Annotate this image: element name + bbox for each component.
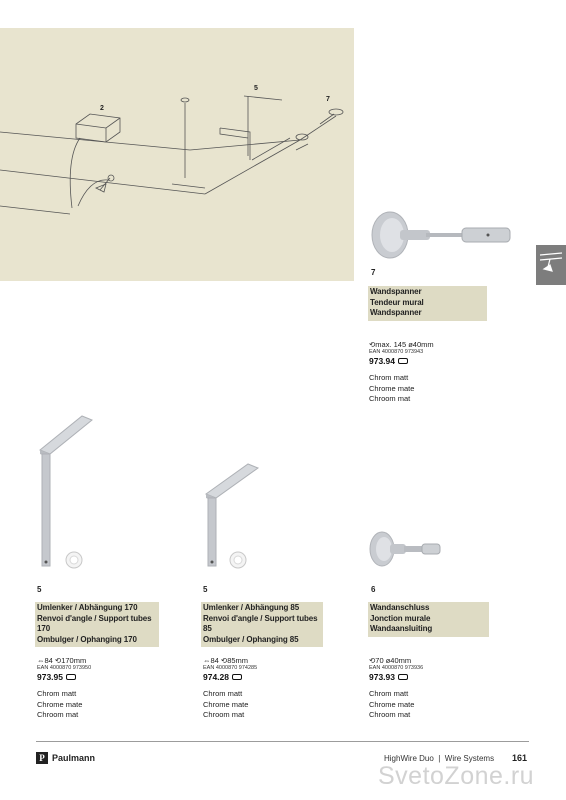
lamp-symbol-icon xyxy=(232,674,242,680)
finish-fr: Chrome mate xyxy=(37,699,83,709)
product-name-nl: Ombulger / Ophanging 170 xyxy=(37,634,137,644)
product-ean: EAN 4000870 973950 xyxy=(37,665,92,671)
wire-lamp-icon xyxy=(536,245,566,285)
finish-de: Chrom matt xyxy=(37,689,77,698)
brand-name: Paulmann xyxy=(52,753,96,763)
support-tube-85-image xyxy=(202,460,272,575)
lamp-symbol-icon xyxy=(398,358,408,364)
callout-5: 5 xyxy=(254,85,258,92)
product-name-de: Wandspanner xyxy=(370,287,422,296)
product-ean: EAN 4000870 974285 xyxy=(203,665,258,671)
finish-nl: Chroom mat xyxy=(369,710,411,719)
support-tube-170-image xyxy=(34,410,104,575)
product-name-fr: Renvoi d'angle / Support tubes 170 xyxy=(37,613,152,633)
section-tab xyxy=(536,245,566,285)
product-name-fr: Tendeur mural xyxy=(370,297,424,307)
product-number: 5 xyxy=(37,585,42,594)
product-name-nl: Wandaansluiting xyxy=(370,624,433,633)
product-name-fr: Jonction murale xyxy=(370,613,431,623)
article-number-text: 973.94 xyxy=(369,356,395,366)
product-dimensions: ⇔84 ⟲85mm xyxy=(203,656,249,665)
product-number: 7 xyxy=(371,268,376,277)
brand-logo xyxy=(36,752,95,764)
article-number-text: 973.95 xyxy=(37,672,63,682)
finish-de: Chrom matt xyxy=(369,373,409,382)
product-article-number xyxy=(37,672,76,682)
finish-fr: Chrome mate xyxy=(203,699,249,709)
lamp-symbol-icon xyxy=(398,674,408,680)
page-number: 161 xyxy=(512,753,528,763)
wall-tensioner-image xyxy=(370,205,515,265)
finish-de: Chrom matt xyxy=(203,689,243,698)
callout-2: 2 xyxy=(100,105,104,112)
finish-nl: Chroom mat xyxy=(37,710,79,719)
wire-system-drawing xyxy=(0,28,354,281)
product-name-de: Wandanschluss xyxy=(370,603,430,612)
product-ean: EAN 4000870 973936 xyxy=(369,665,424,671)
product-dimensions: ⇔84 ⟲170mm xyxy=(37,656,87,665)
finish-nl: Chroom mat xyxy=(369,394,411,403)
footer-section: HighWire Duo | Wire Systems xyxy=(384,754,495,763)
lamp-symbol-icon xyxy=(66,674,76,680)
product-article-number xyxy=(369,356,408,366)
product-title-box xyxy=(368,286,487,321)
finish-de: Chrom matt xyxy=(369,689,409,698)
footer-divider xyxy=(36,741,529,742)
product-ean: EAN 4000870 973943 xyxy=(369,349,424,355)
finish-fr: Chrome mate xyxy=(369,699,415,709)
product-title-box xyxy=(368,602,489,637)
product-number: 6 xyxy=(371,585,376,594)
product-name-de: Umlenker / Abhängung 85 xyxy=(203,603,300,612)
article-number-text: 974.28 xyxy=(203,672,229,682)
product-article-number xyxy=(369,672,408,682)
paulmann-logo-icon: P xyxy=(36,752,48,764)
product-name-fr: Renvoi d'angle / Support tubes 85 xyxy=(203,613,318,633)
product-finishes xyxy=(369,373,414,405)
product-finishes xyxy=(37,689,82,721)
callout-7: 7 xyxy=(326,96,330,103)
product-finishes xyxy=(369,689,414,721)
product-name-de: Umlenker / Abhängung 170 xyxy=(37,603,138,612)
wall-connection-image xyxy=(368,525,448,575)
product-dimensions: ⟲max. 145 ø40mm xyxy=(369,340,434,349)
watermark: SvetoZone.ru xyxy=(378,762,535,790)
finish-fr: Chrome mate xyxy=(369,383,415,393)
product-number: 5 xyxy=(203,585,208,594)
article-number-text: 973.93 xyxy=(369,672,395,682)
product-title-box xyxy=(201,602,323,647)
product-name-nl: Wandspanner xyxy=(370,308,422,317)
product-article-number xyxy=(203,672,242,682)
product-title-box xyxy=(35,602,159,647)
product-finishes xyxy=(203,689,248,721)
installation-diagram xyxy=(0,28,354,281)
product-name-nl: Ombulger / Ophanging 85 xyxy=(203,634,299,644)
finish-nl: Chroom mat xyxy=(203,710,245,719)
product-dimensions: ⟲70 ø40mm xyxy=(369,656,412,665)
